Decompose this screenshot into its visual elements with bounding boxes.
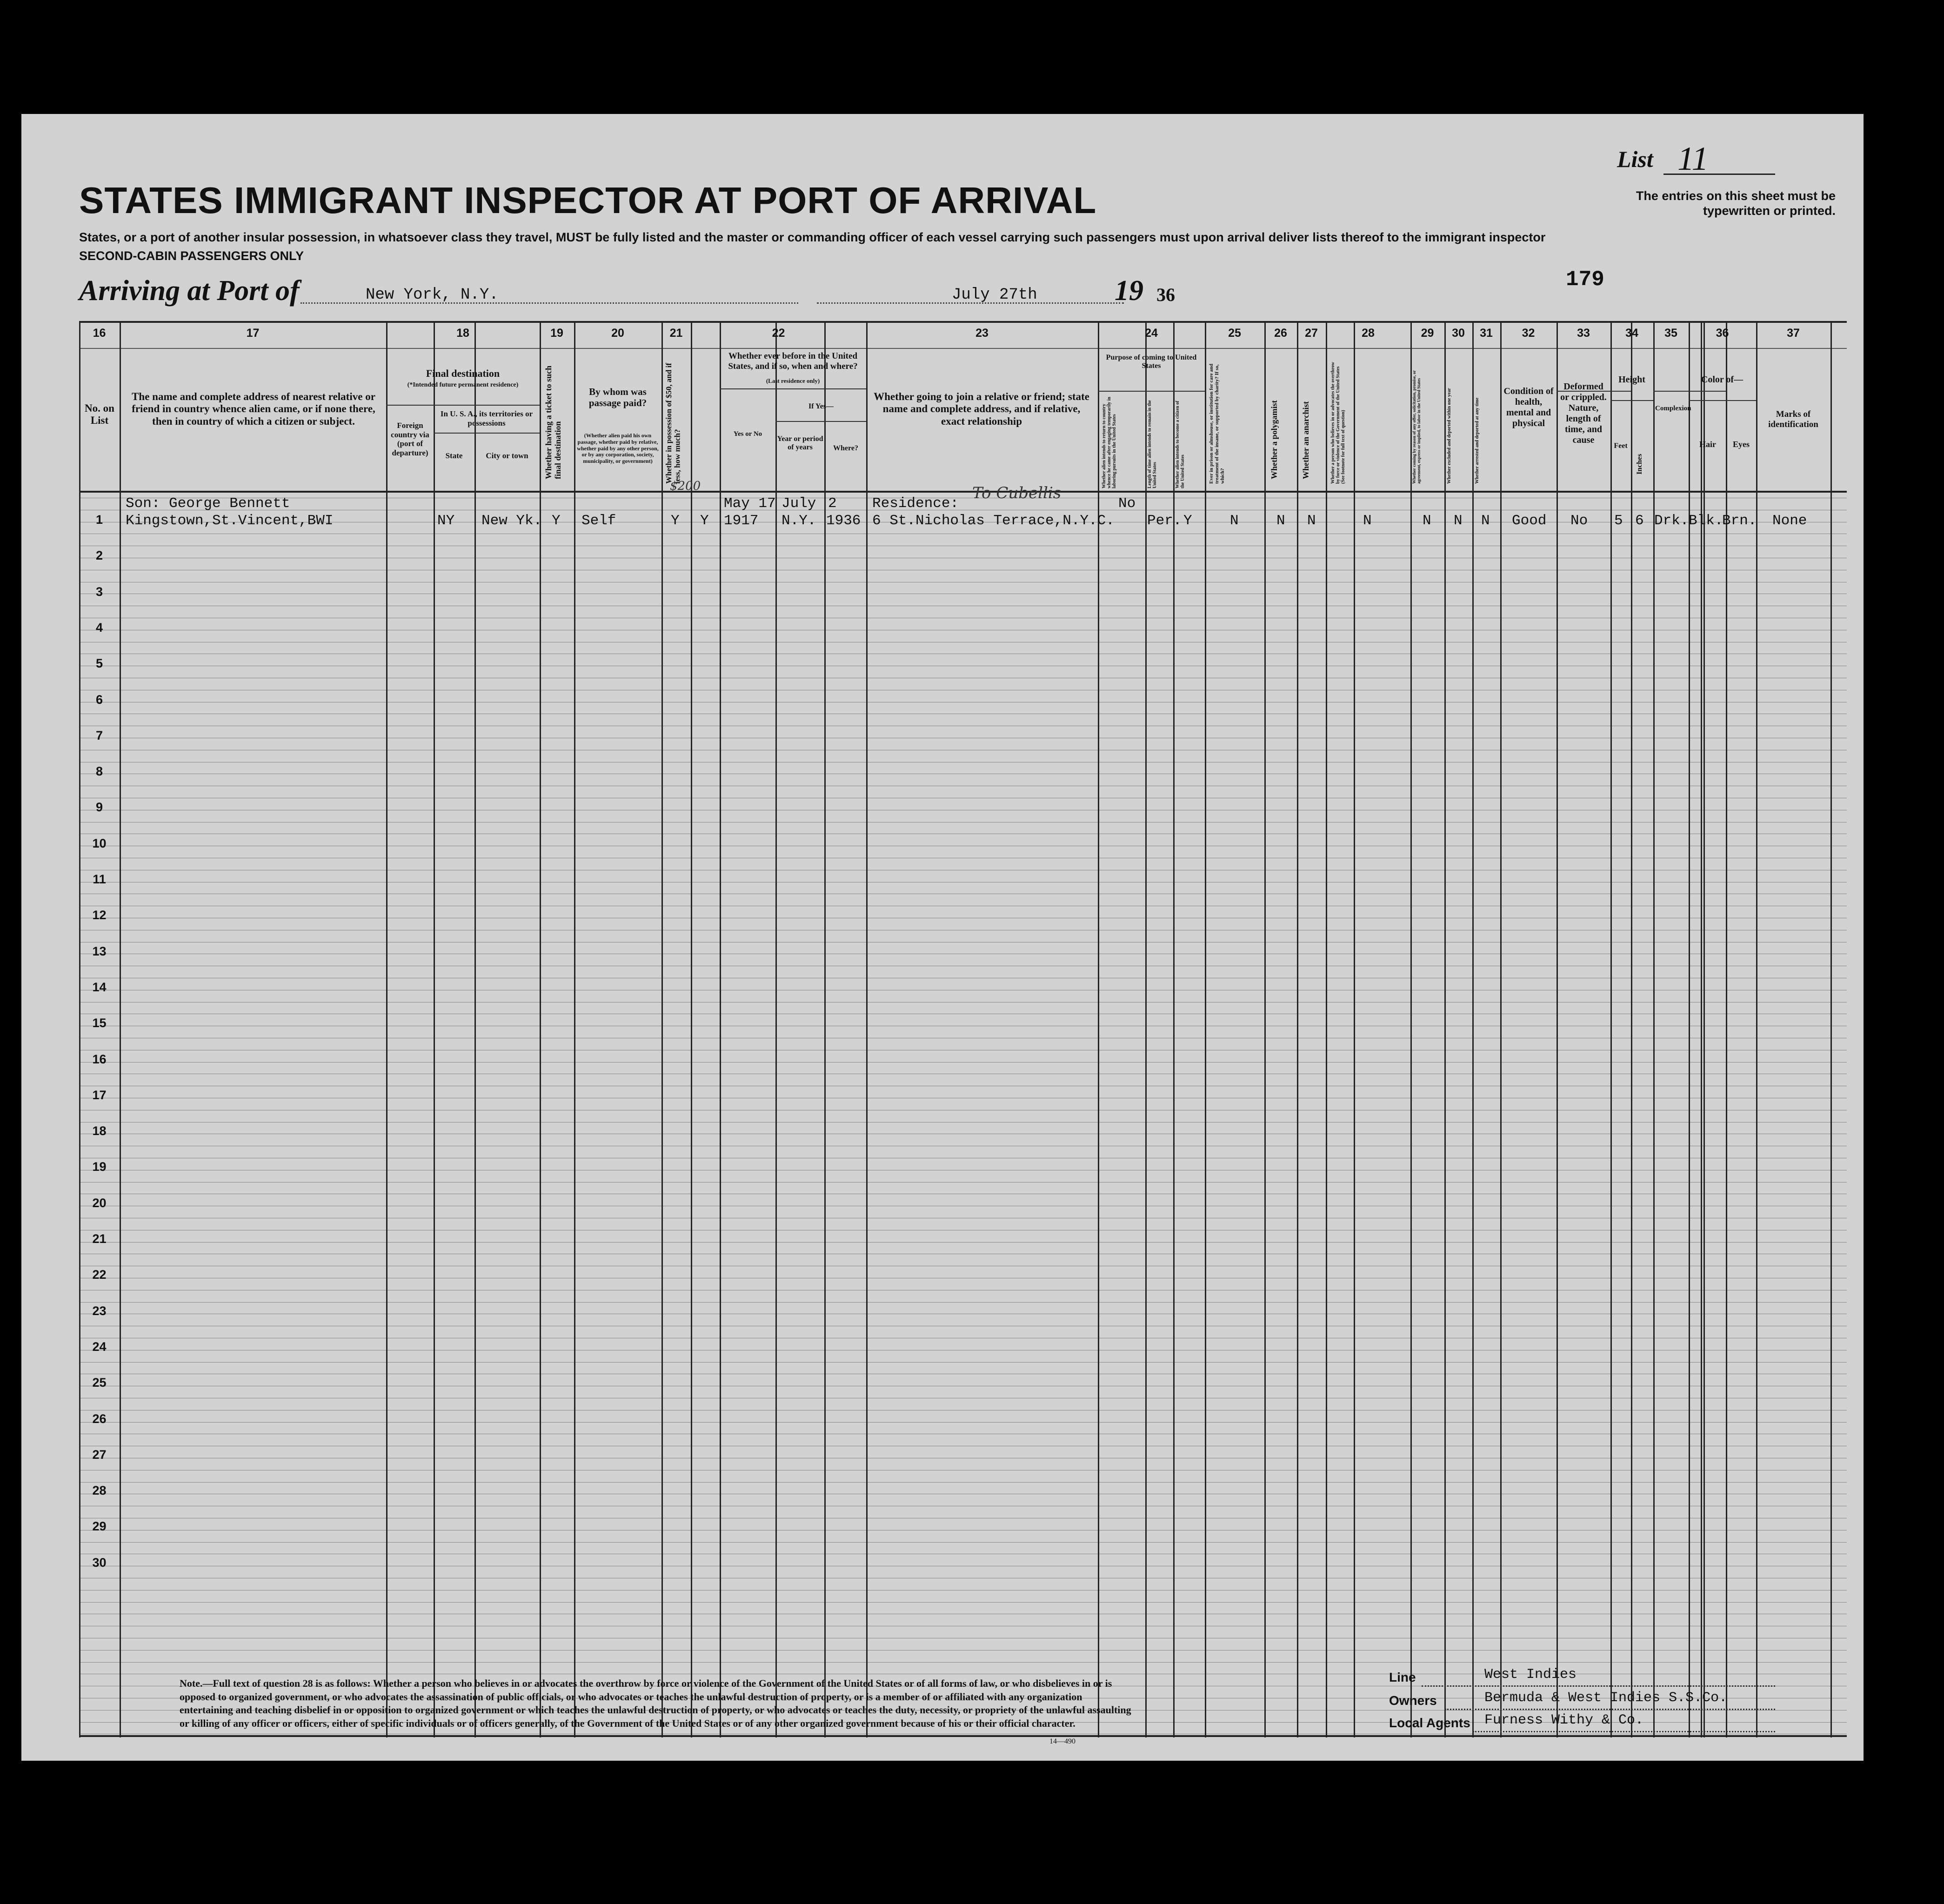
col-divider [1297, 321, 1298, 1737]
page-title: STATES IMMIGRANT INSPECTOR AT PORT OF ARRIVAL [79, 180, 1097, 221]
row-number: 24 [92, 1339, 107, 1354]
q31-value: N [1481, 513, 1490, 529]
row-number: 13 [92, 944, 107, 958]
before-yes: Y [700, 513, 709, 529]
join-line2: 6 St.Nicholas Terrace,N.Y.C. [872, 513, 1115, 529]
dest-state: NY [437, 513, 455, 529]
col-number: 18 [456, 327, 469, 340]
q28-value: N [1363, 513, 1372, 529]
col-number: 28 [1362, 327, 1375, 340]
col-number: 37 [1787, 327, 1800, 340]
col-divider [1472, 321, 1474, 1737]
row-number: 2 [95, 548, 103, 563]
col-divider [1830, 321, 1832, 1737]
header-bottom-border [79, 491, 1847, 493]
row-number: 9 [95, 800, 103, 815]
col-divider [1098, 321, 1099, 1737]
row-number: 16 [92, 1052, 107, 1066]
ruled-line [79, 1602, 1847, 1603]
row-number: 7 [95, 728, 103, 742]
header-inches: Inches [1636, 454, 1643, 474]
header-state: State [445, 451, 463, 460]
cabin-class: SECOND-CABIN PASSENGERS ONLY [79, 249, 304, 263]
col-number: 35 [1664, 327, 1677, 340]
ticket-value: Y [552, 513, 561, 529]
col-number: 36 [1716, 327, 1729, 340]
col-number: 25 [1228, 327, 1241, 340]
header-final-destination-sub: (*Intended future permanent residence) [407, 381, 519, 388]
col-divider [1689, 321, 1690, 1737]
manifest-sheet [21, 114, 1864, 1761]
header-no-on-list: No. on List [85, 402, 114, 427]
col-number: 20 [611, 327, 624, 340]
subheader-divider [386, 405, 540, 406]
ruled-line [79, 1662, 1847, 1663]
col-divider [574, 321, 575, 1737]
header-marks: Marks of identification [1768, 409, 1818, 429]
col-divider [1354, 321, 1355, 1737]
header-color-of: Color of— [1701, 374, 1744, 385]
col-number: 27 [1305, 327, 1318, 340]
ruled-line [79, 1542, 1847, 1543]
row-number: 12 [92, 908, 107, 922]
year-suffix: 36 [1156, 284, 1175, 305]
eyes-value: Brn. [1722, 513, 1757, 529]
subheader-divider [775, 421, 866, 422]
marks-value: None [1772, 513, 1807, 529]
col-number: 31 [1480, 327, 1493, 340]
col-number: 34 [1625, 327, 1638, 340]
header-complexion: Complexion [1655, 405, 1691, 412]
row-number: 10 [92, 836, 107, 850]
col-number: 22 [772, 327, 785, 340]
table-top-border [79, 321, 1847, 323]
year-line1: May 17 [724, 495, 776, 512]
col-divider [434, 321, 435, 1737]
header-hair: Hair [1699, 440, 1716, 449]
col-divider [1756, 321, 1757, 1737]
col-divider [1610, 321, 1612, 1737]
col-divider [824, 321, 826, 1737]
row-number: 14 [92, 980, 107, 994]
header-year-period: Year or period of years [777, 435, 823, 452]
col-divider [1326, 321, 1327, 1737]
money-value: Y [671, 513, 680, 529]
col-divider [1205, 321, 1206, 1737]
health-value: Good [1512, 513, 1547, 529]
header-purpose-return: Whether alien intends to return to country whence he came after engaging temporarily in laboring pursuits in the United States [1102, 397, 1117, 488]
deformed-value: No [1570, 513, 1588, 529]
join-line1: Residence: [872, 495, 959, 512]
subheader-divider [1689, 400, 1756, 401]
relative-address: Kingstown,St.Vincent,BWI [126, 513, 334, 529]
row-number: 15 [92, 1016, 107, 1030]
row-number: 18 [92, 1124, 107, 1138]
where-line1: July [782, 495, 816, 512]
row-number: 22 [92, 1268, 107, 1282]
header-anarchist: Whether an anarchist [1301, 401, 1310, 479]
header-purpose: Purpose of coming to United States [1106, 354, 1197, 370]
ruled-line [79, 1362, 1847, 1363]
header-ticket: Whether having a ticket to such final destination [544, 365, 562, 479]
list-label: List [1617, 146, 1653, 172]
header-by-whom-sub: (Whether alien paid his own passage, whether paid by relative, whether paid by any other person, or by any corporation, society, municipality, or government) [577, 432, 659, 465]
col-divider [1410, 321, 1412, 1737]
col-number: 26 [1274, 327, 1287, 340]
ruled-line [79, 1482, 1847, 1483]
money-handwritten: $200 [670, 479, 701, 493]
header-deformed: Deformed or crippled. Nature, length of time, and cause [1560, 381, 1607, 445]
footnote-q28: Note.—Full text of question 28 is as follows: Whether a person who believes in or advocates the overthrow by force or violence of the Government of the United States or of all forms of law, or who disbelieves in or is opposed to organized government, or who advocates the assassination of public officials, or who advocates or teaches the unlawful destruction of property, or is a member of or affiliated with any organization entertaining and teaching disbelief in or opposition to organized government or which teaches the unlawful destruction of property, or who advocates or teaches the duty, necessity, or propriety of the unlawful assaulting or killing of any officer or officers, either of specific individuals or of officers generally, of the Government of the United States or of any other organized government because of his or their official character. [180, 1677, 1131, 1729]
header-q29: Whether coming by reason of any offer, solicitation, promise, or agreement, express or implied, to labor in the United States [1412, 370, 1421, 484]
departure-line1: 2 [828, 495, 837, 512]
subheader-divider [1653, 391, 1726, 392]
typewritten-note: The entries on this sheet must be typewritten or printed. [1636, 189, 1836, 218]
year-prefix: 19 [1115, 275, 1143, 307]
header-join-relative: Whether going to join a relative or friend; state name and complete address, and if relative, exact relationship [874, 391, 1089, 427]
row-number: 11 [93, 872, 106, 886]
col-number: 32 [1522, 327, 1535, 340]
header-where: Where? [833, 444, 858, 452]
line-value: West Indies [1484, 1667, 1577, 1683]
row-number: 26 [92, 1411, 107, 1426]
subheader-divider [1610, 400, 1653, 401]
q30-value: N [1454, 513, 1463, 529]
feet-value: 5 [1614, 513, 1623, 529]
header-by-whom: By whom was passage paid? [588, 386, 647, 409]
header-purpose-citizen: Whether alien intends to become a citizen of the United States [1175, 401, 1185, 488]
header-final-destination: Final destination [426, 367, 500, 379]
polygamist-value: N [1276, 513, 1285, 529]
owners-value: Bermuda & West Indies S.S.Co. [1484, 1690, 1728, 1706]
subheader-divider [720, 388, 866, 389]
row-number: 19 [92, 1160, 107, 1174]
col-divider [1726, 321, 1727, 1737]
header-q31: Whether arrested and deported at any time [1475, 397, 1480, 484]
manifest-table [79, 321, 1847, 1737]
prison-value: N [1230, 513, 1239, 529]
header-feet: Feet [1614, 442, 1628, 450]
col-divider [1173, 321, 1175, 1737]
col-divider [474, 321, 476, 1737]
ruled-line [79, 1242, 1847, 1243]
sheet-number: 179 [1566, 267, 1604, 292]
instruction-text: States, or a port of another insular possession, in whatsoever class they travel, MUST be fully listed and the master or commanding officer of each vessel carrying such passengers must upon arrival deliver lists thereof to the immigrant inspector [79, 230, 1546, 244]
row-number: 20 [92, 1196, 107, 1210]
header-in-usa: In U. S. A., its territories or possessions [440, 409, 533, 428]
header-if-yes: If Yes— [808, 402, 834, 410]
row-number: 3 [95, 584, 103, 599]
col-number: 17 [246, 327, 260, 340]
header-health: Condition of health, mental and physical [1503, 386, 1554, 428]
col-number: 23 [975, 327, 989, 340]
line-label: Line [1389, 1670, 1416, 1684]
header-purpose-length: Length of time alien intends to remain in the United States [1147, 400, 1157, 488]
line-underline [1422, 1685, 1775, 1687]
col-divider [775, 321, 777, 1737]
row-number: 28 [92, 1483, 107, 1498]
agents-underline [1473, 1731, 1775, 1732]
col-divider [1145, 321, 1147, 1737]
list-number: 11 [1677, 140, 1709, 177]
row-number: 25 [92, 1376, 107, 1390]
header-relative-address: The name and complete address of nearest relative or friend in country whence alien came, or if none there, then in country of which a citizen or subject. [132, 391, 375, 427]
row-number: 30 [92, 1555, 107, 1570]
col-divider [120, 321, 121, 1737]
header-prison: Ever in prison or almshouse, or institution for care and treatment of the insane, or supported by charity? If so, which? [1209, 363, 1226, 484]
purpose-citizen: Y [1183, 513, 1192, 529]
header-height: Height [1618, 374, 1645, 385]
row-number: 8 [95, 764, 103, 779]
col-divider [691, 321, 692, 1737]
header-before-in-us-sub: (Last residence only) [766, 377, 820, 384]
date-value: July 27th [952, 286, 1037, 304]
subheader-divider [1098, 391, 1205, 392]
col-number: 29 [1421, 327, 1434, 340]
hair-value: Blk. [1689, 513, 1724, 529]
row-number: 5 [95, 656, 103, 671]
complexion-value: Drk. [1654, 513, 1689, 529]
col-number: 33 [1577, 327, 1590, 340]
year-line2: 1917 [724, 513, 759, 529]
col-divider [540, 321, 541, 1737]
col-divider [1500, 321, 1502, 1737]
relative-name: Son: George Bennett [126, 495, 290, 512]
header-number-divider [79, 348, 1847, 349]
form-code: 14—490 [1049, 1737, 1076, 1745]
row-number: 21 [92, 1232, 107, 1246]
col-divider [1653, 321, 1655, 1737]
port-value: New York, N.Y. [366, 286, 499, 304]
departure-line2: 1936 [826, 513, 861, 529]
col-divider [661, 321, 663, 1737]
q29-value: N [1423, 513, 1431, 529]
inches-value: 6 [1635, 513, 1644, 529]
row-number: 1 [95, 513, 103, 527]
owners-underline [1445, 1709, 1775, 1710]
header-before-in-us: Whether ever before in the United States, and if so, when and where? [728, 351, 858, 371]
purpose-return: No [1118, 495, 1136, 512]
col-divider [1701, 321, 1702, 1737]
col-divider [1704, 321, 1705, 1737]
col-number: 21 [669, 327, 683, 340]
col-divider [720, 321, 721, 1737]
col-divider [866, 321, 868, 1737]
col-number: 24 [1145, 327, 1158, 340]
purpose-length: Per. [1147, 513, 1182, 529]
row-number: 17 [92, 1088, 107, 1102]
agents-value: Furness Withy & Co. [1484, 1712, 1644, 1728]
row-number: 27 [92, 1447, 107, 1462]
header-money: Whether in possession of $50, and if less, how much? [664, 363, 682, 484]
col-number: 16 [93, 327, 106, 340]
paid-by: Self [581, 513, 616, 529]
row-number: 6 [95, 692, 103, 707]
row-number: 4 [95, 620, 103, 635]
anarchist-value: N [1307, 513, 1316, 529]
dest-city: New Yk. [481, 513, 542, 529]
arriving-label: Arriving at Port of [79, 275, 300, 307]
header-q28: Whether a person who believes in or advocates the overthrow by force or violence of the Government of the United States (See footnote for full text of question) [1330, 362, 1346, 484]
col-divider [1631, 321, 1632, 1737]
col-number: 19 [550, 327, 563, 340]
subheader-divider [434, 433, 540, 434]
list-underline [1663, 174, 1775, 175]
header-city: City or town [486, 451, 528, 460]
row-number: 23 [92, 1303, 107, 1318]
header-yes-or-no: Yes or No [733, 430, 762, 438]
ruled-line [79, 1302, 1847, 1303]
header-q30: Whether excluded and deported within one year [1447, 388, 1452, 484]
owners-label: Owners [1389, 1693, 1437, 1708]
header-eyes: Eyes [1733, 440, 1750, 449]
where-line2: N.Y. [782, 513, 816, 529]
row-number: 29 [92, 1519, 107, 1534]
table-bottom-border [79, 1735, 1847, 1737]
header-polygamist: Whether a polygamist [1269, 400, 1279, 479]
col-divider [1264, 321, 1266, 1737]
col-divider [1444, 321, 1446, 1737]
header-foreign-country: Foreign country via (port of departure) [391, 421, 429, 457]
agents-label: Local Agents [1389, 1716, 1470, 1730]
col-number: 30 [1452, 327, 1465, 340]
ruled-line [79, 1422, 1847, 1423]
join-handwritten: To Cubellis [972, 484, 1062, 502]
col-divider [1557, 321, 1558, 1737]
col-divider [386, 321, 387, 1737]
